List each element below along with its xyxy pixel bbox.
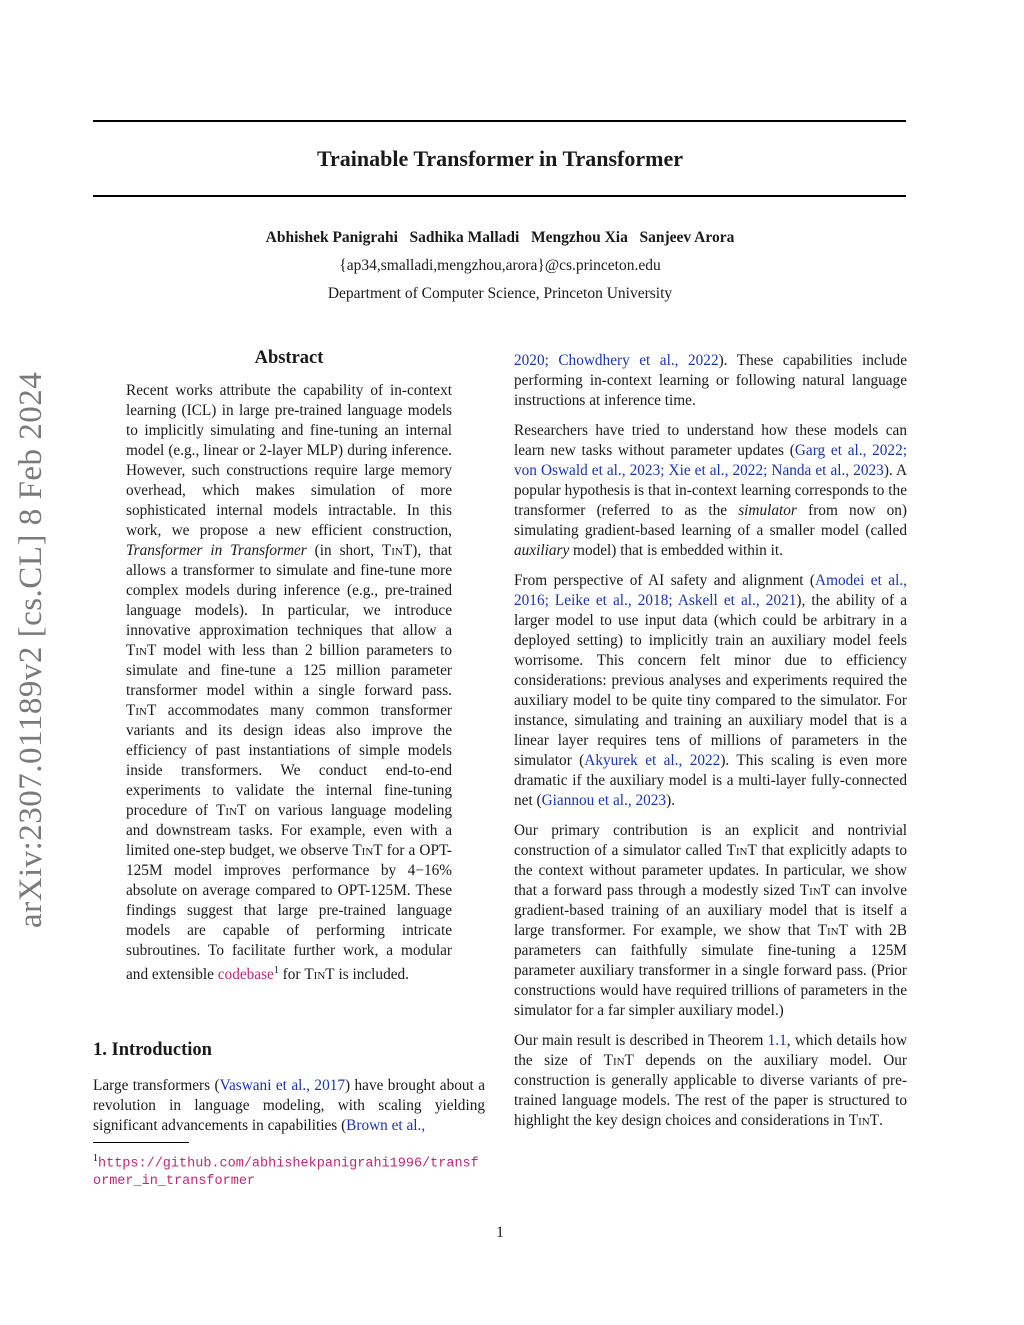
citation-link[interactable]: Giannou et al., 2023 [541,792,667,809]
tint-name: TinT [799,882,831,899]
paragraph-text-part: with 2B parameters can faithfully simulate fine-tuning a 125M parameter auxiliary transformer in a single forward pass. (Prior constructions would have required trillions of parameters in the simulator for a far simpler auxiliary model.) [514,922,907,1019]
title-top-rule [93,120,906,122]
author-list: Abhishek Panigrahi Sadhika Malladi Mengzhou Xia Sanjeev Arora [265,229,735,246]
tint-name: TinT [848,1112,880,1129]
citation-link[interactable]: Brown et al., [346,1117,426,1134]
paragraph-text-part: Our primary contribution is an explicit and nontrivial construction of a simulator called [514,822,907,859]
intro-paragraph [93,1076,485,1136]
abstract-text-part: Recent works attribute the capability of in-context learning (ICL) in large pre-trained language models to implicitly simulating and fine-tuning an internal model (e.g., linear or 2-layer MLP) during inference. However, such constructions require large memory overhead, which makes simulation of more sophisticated internal models intractable. In this work, we propose a new efficient construction, [126,382,452,539]
paragraph-text-part: ). This scaling is even more dramatic if the auxiliary model is a multi-layer fully-connected net ( [514,752,907,809]
abstract-text-part: model with less than 2 billion parameters to simulate and fine-tune a 125 million parameter transformer model within a single forward pass. [126,642,452,699]
tint-name: TinT [381,542,413,559]
section-heading-introduction: 1. Introduction [93,1040,212,1060]
citation-link[interactable]: 2020; Chowdhery et al., 2022 [514,352,719,369]
tint-name: TinT [126,702,157,719]
paragraph-text-part: From perspective of AI safety and alignment ( [514,572,816,589]
abstract-body [126,381,452,985]
paragraph-text-part: ). These capabilities include performing in-context learning or following natural language instructions at inference time. [514,352,907,409]
citation-link[interactable]: Garg et al., 2022; von Oswald et al., 2023; Xie et al., 2022; Nanda et al., 2023 [514,442,907,479]
abstract-italic-name: Transformer in Transformer [126,542,307,559]
theorem-link[interactable]: 1.1 [767,1032,787,1049]
paragraph-text-part: from now on) simulating gradient-based learning of a smaller model (called [514,502,907,539]
paragraph-text-part: Researchers have tried to understand how these models can learn new tasks without parameter updates ( [514,422,907,459]
intro-text-part: ) have brought about a revolution in language modeling, with scaling yielding significant advancements in capabilities ( [93,1077,485,1134]
paragraph-text-part: that explicitly adapts to the context without parameter updates. In particular, we show that a forward pass through a modestly sized [514,842,907,899]
italic-term: auxiliary [514,542,570,559]
abstract-text-part: is included. [334,966,409,984]
abstract-text-part: on various language modeling and downstream tasks. For example, even with a limited one-step budget, we observe [126,802,452,859]
tint-name: TinT [352,842,383,859]
citation-link[interactable]: Vaswani et al., 2017 [219,1077,346,1094]
tint-name: TinT [216,802,247,819]
codebase-link[interactable]: codebase [217,966,274,984]
paper-title: Trainable Transformer in Transformer [316,146,684,171]
paragraph-text-part: model) that is embedded within it. [569,542,783,559]
paragraph-text-part: . [879,1112,883,1129]
footnote-marker[interactable]: 1 [273,965,279,976]
abstract-text-part: (in short, [306,542,382,559]
abstract-text-part: for [278,966,305,984]
paragraph-contribution [514,821,907,1021]
paragraph-text-part: ), the ability of a larger model to use input data (which could be arbitrary in a deployed setting) to implicitly train an auxiliary model feels worrisome. This concern felt minor due to efficiency considerations: previous analyses and experiments required the auxiliary model to be quite tiny compared to the simulator. For instance, simulating and training an auxiliary model that is a linear layer requires tens of millions of parameters in the simulator ( [514,592,907,769]
tint-name: TinT [603,1052,634,1069]
abstract-text-part: accommodates many common transformer variants and its design ideas also improve the efficiency of past instantiations of simple models inside transformers. We conduct end-to-end experiments to validate the internal fine-tuning procedure of [126,702,452,819]
italic-term: simulator [738,502,797,519]
intro-text [93,1076,485,1136]
title-bottom-rule [93,195,906,197]
paragraph-text-part: depends on the auxiliary model. Our construction is generally applicable to diverse variants of pre-trained language models. The rest of the paper is structured to highlight the key design choices and considerations in [514,1052,908,1129]
paragraph-text-part: , which details how the size of [514,1032,907,1069]
author-emails: {ap34,smalladi,mengzhou,arora}@cs.princeton.edu [339,257,661,274]
tint-name: TinT [304,966,335,984]
abstract-text-part: for a OPT-125M model improves performance by 4−16% absolute on average compared to OPT-125M. These findings suggest that large pre-trained language models are capable of performing intricate subroutines. To facilitate further work, a modular and extensible [126,842,452,984]
paragraph-capabilities [514,351,907,411]
paragraph-ai-safety [514,571,907,811]
paragraph-text-part: ). [666,792,676,809]
footnote [93,1150,485,1190]
intro-text-part: Large transformers ( [93,1077,220,1094]
tint-name: TinT [726,842,757,859]
page-number: 1 [496,1224,504,1241]
right-column [514,351,907,1131]
arxiv-stamp: arXiv:2307.01189v2 [cs.CL] 8 Feb 2024 [13,371,49,928]
paragraph-text-part: can involve gradient-based training of an auxiliary model that is itself a large transformer. For example, we show that [514,882,907,939]
paragraph-main-result [514,1031,907,1131]
abstract-text [126,381,452,985]
footnote-number: 1 [93,1153,98,1164]
tint-name: TinT [817,922,848,939]
paragraph-researchers [514,421,907,561]
abstract-text-part: ), that allows a transformer to simulate and fine-tune more complex models during inference (e.g., pre-trained language models). In particular, we introduce innovative approximation techniques that allow a [126,542,452,639]
footnote-url-link[interactable]: https://github.com/abhishekpanigrahi1996/transformer_in_transformer [93,1156,479,1189]
affiliation: Department of Computer Science, Princeton University [327,285,673,302]
footnote-rule [93,1142,189,1143]
paragraph-text-part: Our main result is described in Theorem [514,1032,768,1049]
abstract-heading: Abstract [254,348,324,368]
paragraph-text-part: ). A popular hypothesis is that in-context learning corresponds to the transformer (referred to as the [514,462,907,519]
tint-name: TinT [126,642,157,659]
citation-link[interactable]: Amodei et al., 2016; Leike et al., 2018; Askell et al., 2021 [514,572,907,609]
citation-link[interactable]: Akyurek et al., 2022 [584,752,721,769]
